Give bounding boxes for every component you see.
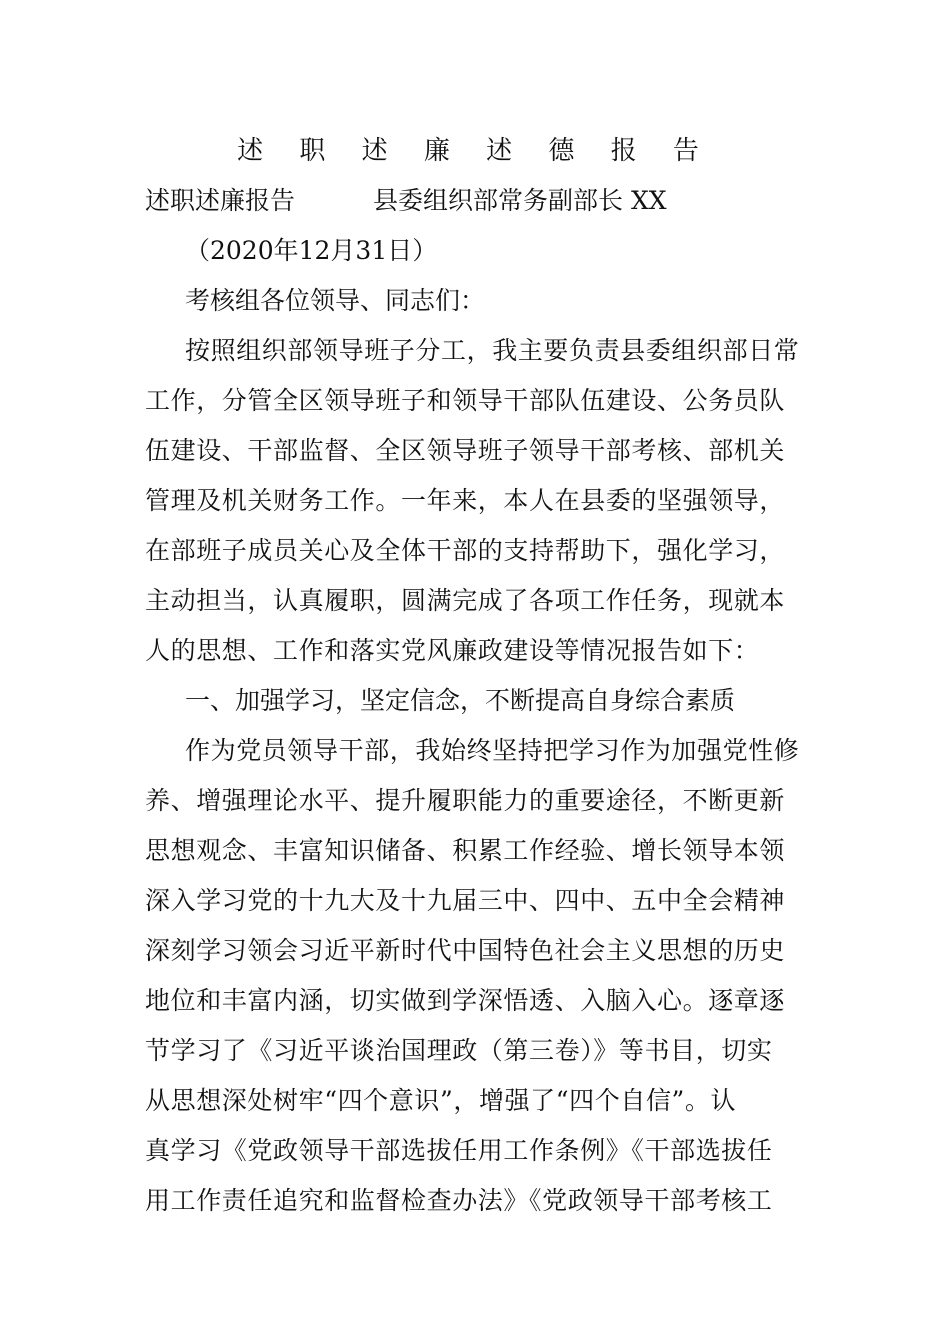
report-date: （2020年12月31日）: [185, 236, 438, 265]
paragraph-1-line: 主动担当，认真履职，圆满完成了各项工作任务，现就本: [145, 586, 786, 615]
paragraph-2-line: 作为党员领导干部，我始终坚持把学习作为加强党性修: [185, 736, 800, 765]
paragraph-2-line: 养、增强理论水平、提升履职能力的重要途径，不断更新: [145, 786, 786, 815]
paragraph-1-line: 按照组织部领导班子分工，我主要负责县委组织部日常: [185, 336, 800, 365]
section-heading: 一、加强学习，坚定信念，不断提高自身综合素质: [185, 686, 736, 715]
report-subtitle-line: [145, 184, 667, 218]
paragraph-1-line: 在部班子成员关心及全体干部的支持帮助下，强化学习，: [145, 536, 786, 565]
paragraph-1-line: 管理及机关财务工作。一年来，本人在县委的坚强领导，: [145, 486, 786, 515]
paragraph-2-line: 深入学习党的十九大及十九届三中、四中、五中全会精神: [145, 886, 786, 915]
paragraph-2-line: 思想观念、丰富知识储备、积累工作经验、增长领导本领: [145, 836, 786, 865]
paragraph-1-line: 人的思想、工作和落实党风廉政建设等情况报告如下：: [145, 636, 760, 665]
report-subtitle: 述职述廉报告: [145, 186, 296, 215]
author-line: 县委组织部常务副部长 XX: [373, 186, 667, 215]
paragraph-2-line: 用工作责任追究和监督检查办法》《党政领导干部考核工: [145, 1186, 773, 1215]
paragraph-2-line: 节学习了《习近平谈治国理政（第三卷）》等书目，切实: [145, 1036, 773, 1065]
paragraph-1-line: 伍建设、干部监督、全区领导班子领导干部考核、部机关: [145, 436, 786, 465]
paragraph-2-line: 深刻学习领会习近平新时代中国特色社会主义思想的历史: [145, 936, 786, 965]
paragraph-2-line: 真学习《党政领导干部选拔任用工作条例》《干部选拔任: [145, 1136, 773, 1165]
paragraph-2-line: 地位和丰富内涵，切实做到学深悟透、入脑入心。逐章逐: [145, 986, 786, 1015]
greeting: 考核组各位领导、同志们：: [185, 286, 486, 315]
document-title: 述 职 述 廉 述 德 报 告: [237, 136, 713, 166]
paragraph-2-line: 从思想深处树牢“四个意识”，增强了“四个自信”。认: [145, 1086, 737, 1115]
paragraph-1-line: 工作，分管全区领导班子和领导干部队伍建设、公务员队: [145, 386, 786, 415]
